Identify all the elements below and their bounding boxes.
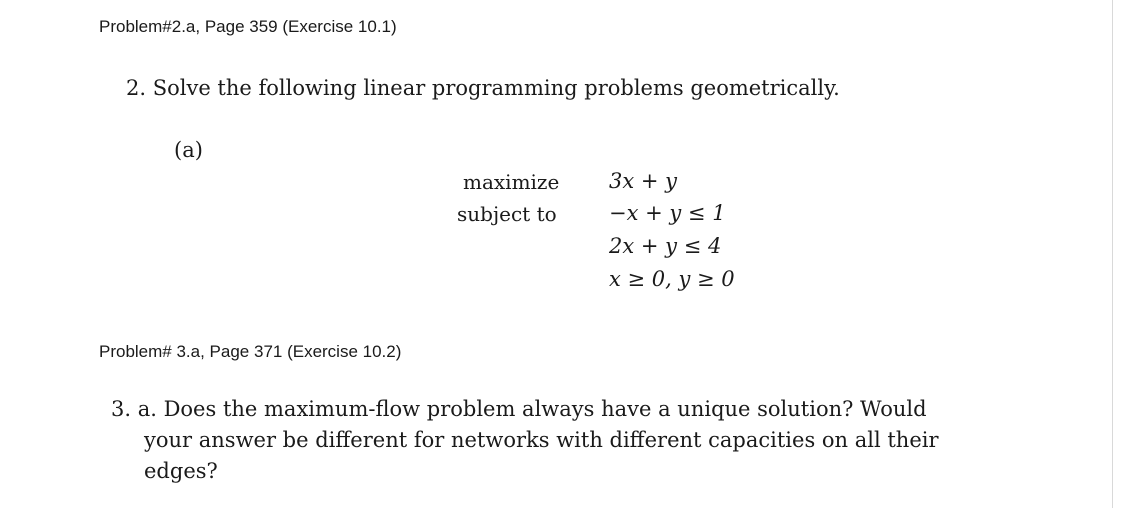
vertical-scrollbar[interactable]	[1112, 0, 1140, 508]
objective-label: maximize	[463, 170, 560, 194]
constraint-2: 2x + y ≤ 4	[609, 234, 722, 258]
constraints-label: subject to	[457, 202, 557, 226]
problem3-statement	[111, 394, 981, 487]
problem3-line-3: edges?	[144, 459, 218, 483]
problem2-part-label: (a)	[174, 138, 203, 162]
constraint-1: −x + y ≤ 1	[609, 201, 726, 225]
constraint-3: x ≥ 0, y ≥ 0	[609, 267, 735, 291]
problem3-reference-heading: Problem# 3.a, Page 371 (Exercise 10.2)	[99, 342, 402, 361]
objective-expression: 3x + y	[609, 169, 678, 193]
problem3-line-2: your answer be different for networks with different capacities on all their	[144, 428, 939, 452]
problem2-reference-heading: Problem#2.a, Page 359 (Exercise 10.1)	[99, 17, 397, 36]
problem3-line-1: 3. a. Does the maximum-flow problem always have a unique solution? Would	[111, 397, 927, 421]
problem2-statement: 2. Solve the following linear programming problems geometrically.	[126, 76, 840, 100]
